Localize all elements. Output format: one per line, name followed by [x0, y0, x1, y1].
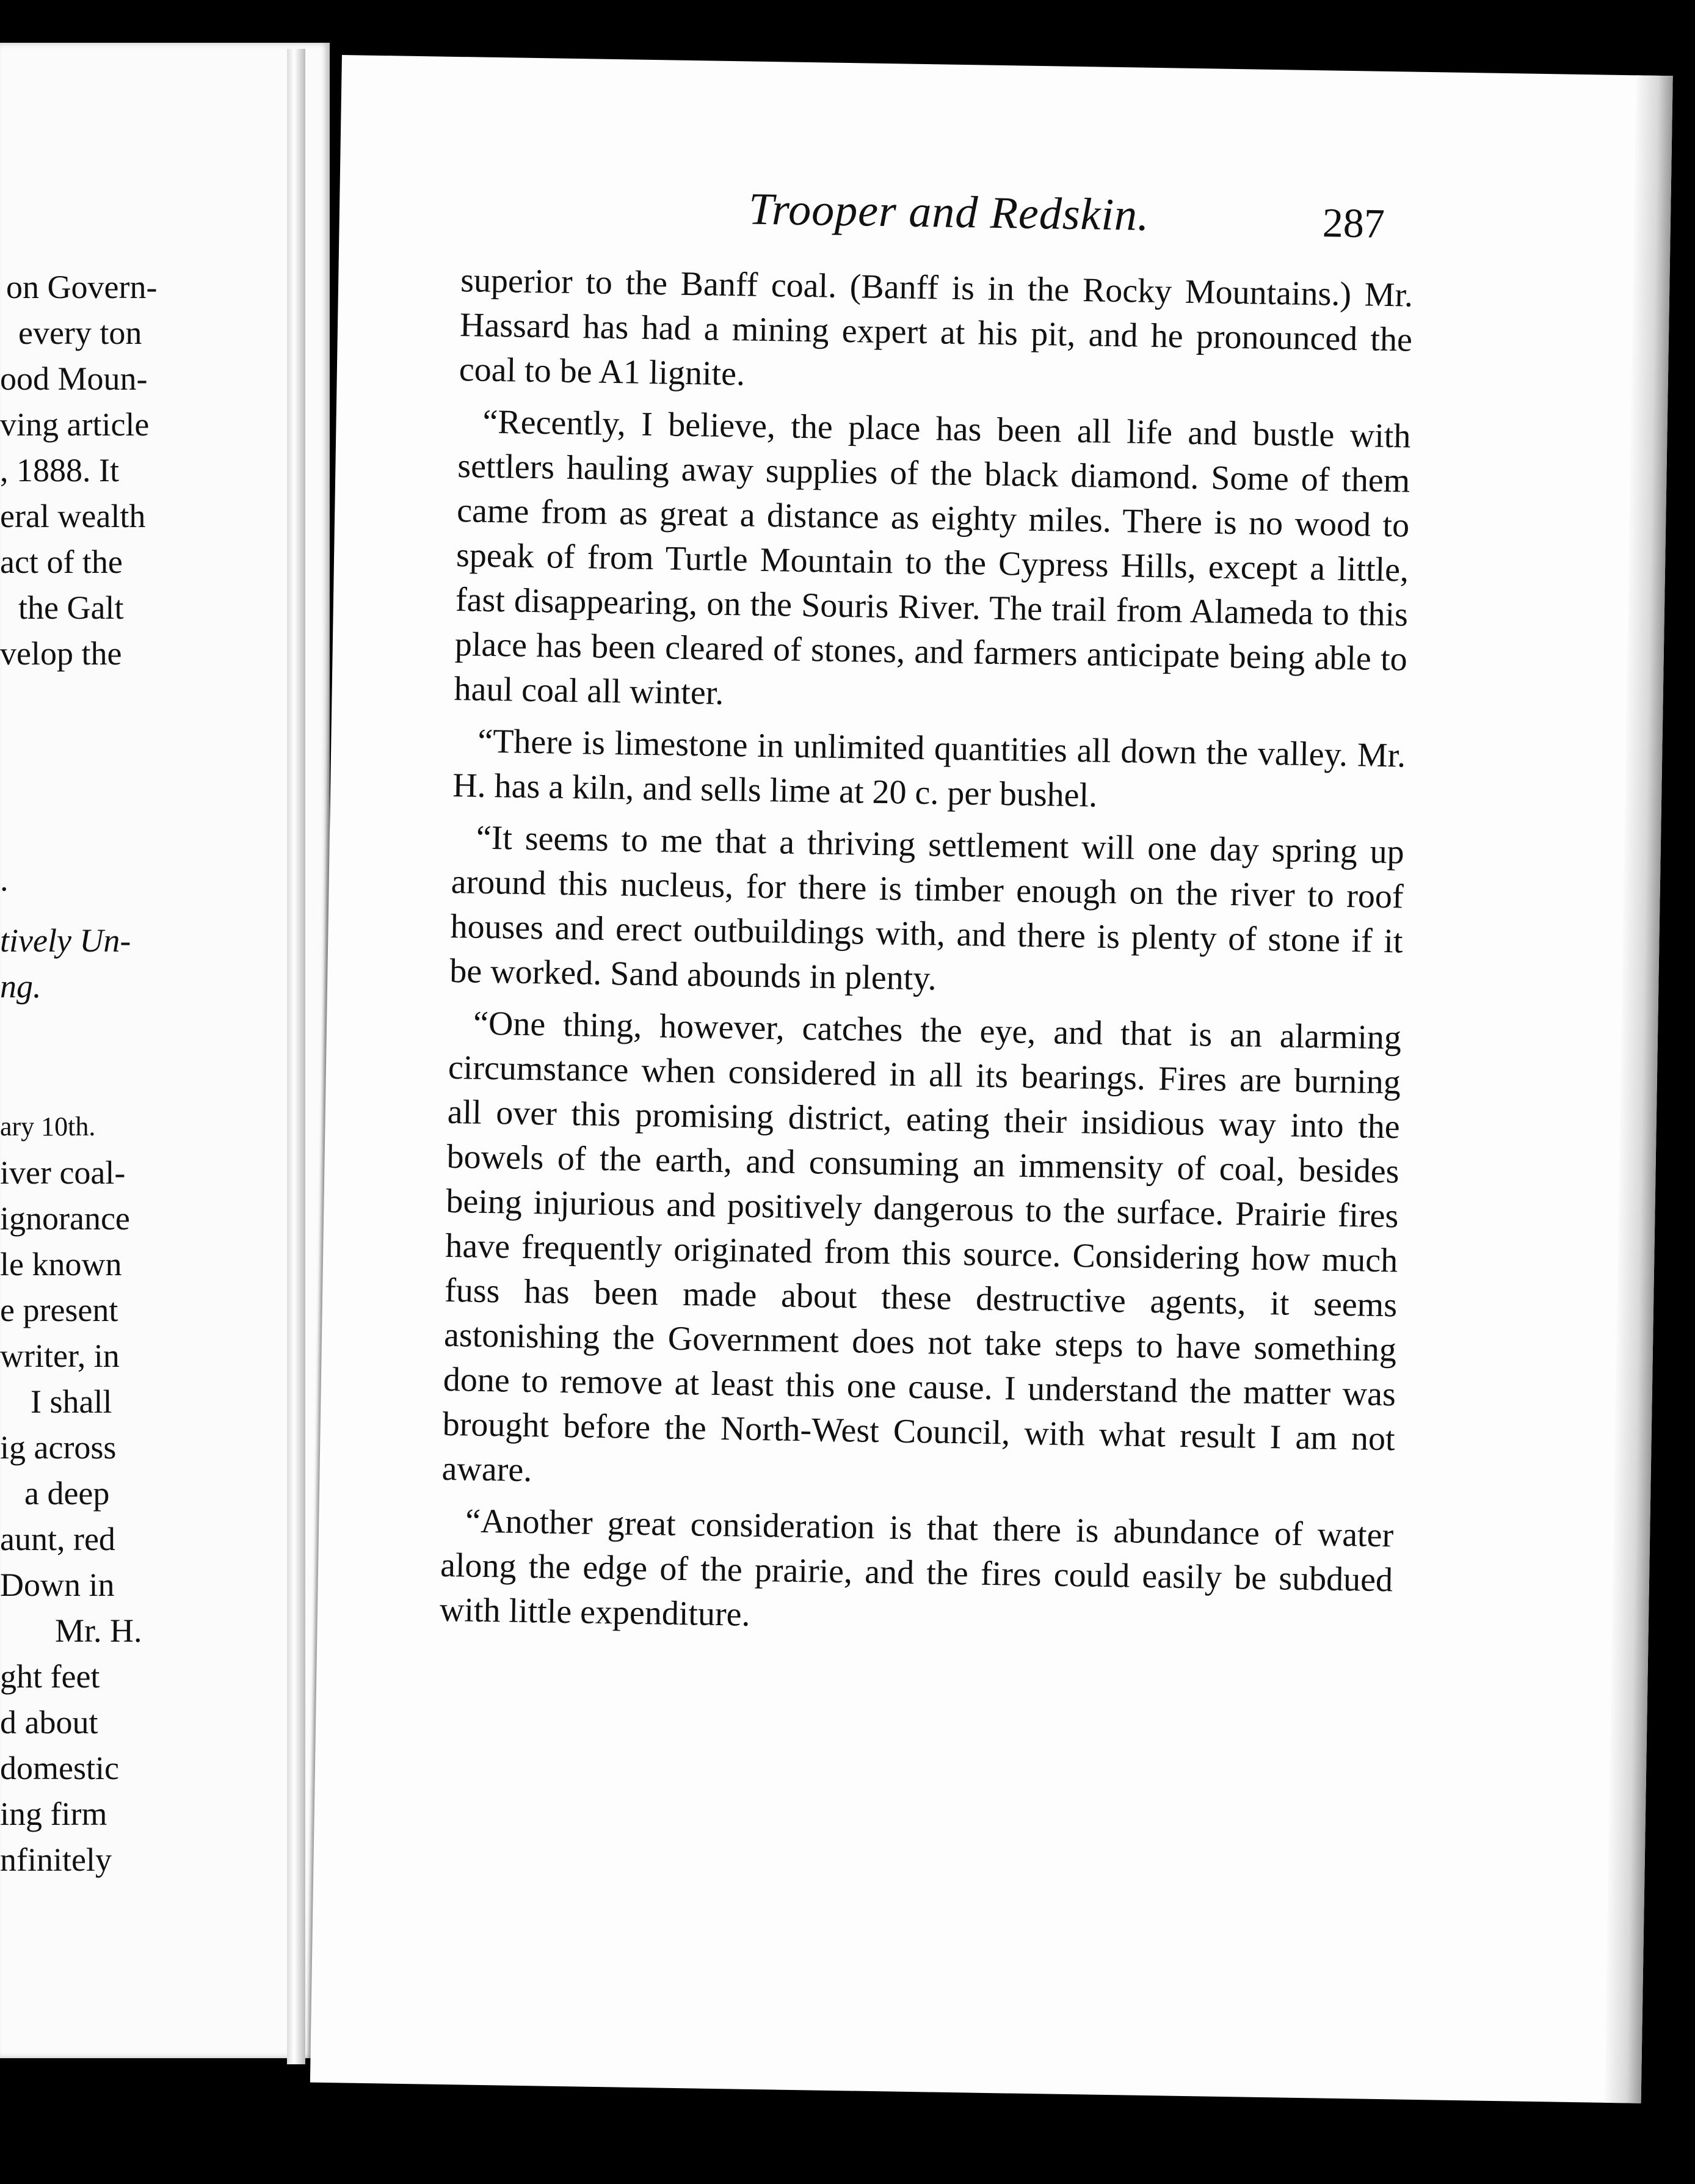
left-line: ng. — [0, 968, 42, 1005]
left-line: ing firm — [0, 1796, 107, 1832]
left-line: ood Moun- — [0, 360, 148, 397]
left-line: ary 10th. — [0, 1112, 96, 1141]
page-edge — [1605, 75, 1673, 2103]
left-line: iver coal- — [0, 1154, 126, 1191]
left-line: nfinitely — [0, 1841, 112, 1878]
paragraph: “Recently, I believe, the place has been all life and bustle with settlers hauling away supplies of the black diamond. Some of them came from as great a distance as eighty miles. There is no wood to speak of from Turtle Mountain to the Cypress Hills, except a little, fast disappearing, on the Souris River. The trail from Alameda to this place has been cleared of stones, and farmers anticipate being able to haul coal all winter. — [454, 402, 1411, 712]
left-line: e present — [0, 1292, 118, 1328]
book-gutter — [287, 49, 305, 2064]
page-body — [439, 258, 1413, 1654]
current-page — [310, 55, 1673, 2103]
paragraph: superior to the Banff coal. (Banff is in the Rocky Mountains.) Mr. Hassard has had a mining expert at his pit, and he pronounced the coal to be A1 lignite. — [459, 261, 1414, 393]
paragraph: “One thing, however, catches the eye, and that is an alarming circumstance when considered in all its bearings. Fires are burning all over this promising district, eating their insidious way into the bowels of the earth, and consuming an immensity of coal, besides being injurious and positively dangerous to the surface. Prairie fires have frequently originated from this source. Considering how much fuss has been made about these destructive agents, it seems astonishing the Government does not take steps to have something done to remove at least this one cause. I understand the matter was brought before the North-West Council, with what result I am not aware. — [441, 1004, 1402, 1490]
left-line: ig across — [0, 1429, 117, 1466]
left-line: ght feet — [0, 1658, 100, 1695]
left-line: act of the — [0, 544, 123, 580]
previous-page — [0, 43, 330, 2058]
running-head: Trooper and Redskin. — [748, 184, 1150, 241]
left-line: velop the — [0, 635, 122, 672]
left-line: on Govern- — [6, 269, 158, 305]
left-line: a deep — [24, 1475, 110, 1512]
left-line: every ton — [18, 315, 142, 351]
left-line: writer, in — [0, 1338, 120, 1374]
left-line: the Galt — [18, 589, 124, 626]
left-line: tively Un- — [0, 922, 131, 959]
left-line: Mr. H. — [55, 1612, 142, 1649]
paragraph: “Another great consideration is that there is abundance of water along the edge of the prairie, and the fires could easily be subdued with little expenditure. — [439, 1502, 1394, 1634]
left-line: aunt, red — [0, 1521, 115, 1557]
left-line: Down in — [0, 1567, 115, 1603]
left-line: . — [0, 861, 9, 898]
left-line: domestic — [0, 1750, 119, 1786]
left-line: ignorance — [0, 1200, 130, 1237]
page-number: 287 — [1322, 199, 1385, 247]
paragraph: “It seems to me that a thriving settlement will one day spring up around this nucleus, for there is timber enough on the river to roof houses and erect outbuildings with, and there is plenty of stone if it be worked. Sand abounds in plenty. — [449, 818, 1405, 998]
left-line: I shall — [31, 1383, 112, 1420]
left-line: ving article — [0, 406, 150, 443]
paragraph: “There is limestone in unlimited quantities all down the valley. Mr. H. has a kiln, and sells lime at 20 c. per bushel. — [452, 722, 1406, 815]
left-line: d about — [0, 1704, 98, 1741]
left-line: , 1888. It — [0, 452, 119, 489]
left-line: le known — [0, 1246, 122, 1283]
left-line: eral wealth — [0, 498, 146, 534]
